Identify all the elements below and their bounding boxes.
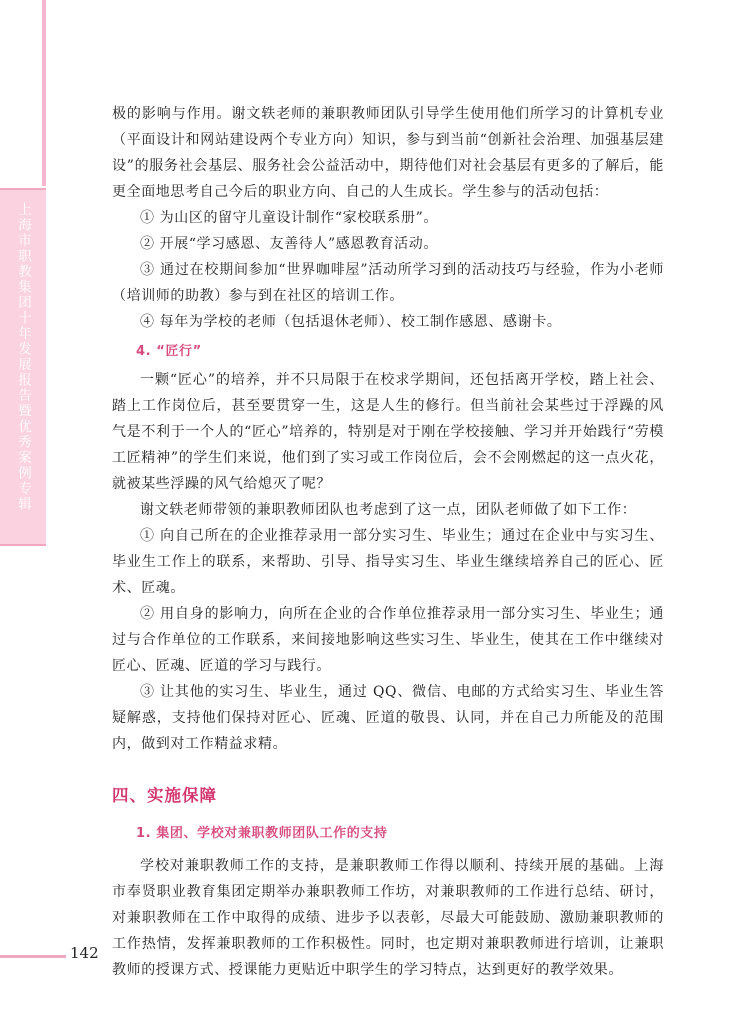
section-heading: 四、实施保障 [112,786,217,805]
side-tab-title: 上海市职教集团十年发展报告暨优秀案例专辑 [15,202,31,512]
list-item: ③ 让其他的实习生、毕业生，通过 QQ、微信、电邮的方式给实习生、毕业生答疑解惑，支持他们保持对匠心、匠魂、匠道的敬畏、认同，并在自己力所能及的范围内，做到对工作精益求精。 [112,684,664,752]
paragraph: 学校对兼职教师工作的支持，是兼职教师工作得以顺利、持续开展的基础。上海市奉贤职业教育集团定期举办兼职教师工作坊，对兼职教师的工作进行总结、研讨，对兼职教师在工作中取得的成绩、进步予以表彰，尽最大可能鼓励、激励兼职教师的工作热情，发挥兼职教师的工作积极性。同时，也定期对兼职教师进行培训，让兼职教师的授课方式、授课能力更贴近中职学生的学习特点，达到更好的教学效果。 [112,858,664,978]
page-number-rule [0,955,66,958]
paragraph: 极的影响与作用。谢文轶老师的兼职教师团队引导学生使用他们所学习的计算机专业（平面设计和网站建设两个专业方向）知识，参与到当前“创新社会治理、加强基层建设”的服务社会基层、服务社会公益活动中，期待他们对社会基层有更多的了解后，能更全面地思考自己今后的职业方向、自己的人生成长。学生参与的活动包括： [112,106,664,200]
page-body [112,101,664,983]
list-item: ② 开展“学习感恩、友善待人”感恩教育活动。 [140,236,438,252]
subsection-heading: 4. “匠行” [136,344,202,359]
list-item: ① 向自己所在的企业推荐录用一部分实习生、毕业生；通过在企业中与实习生、毕业生工作上的联系，来帮助、引导、指导实习生、毕业生继续培养自己的匠心、匠术、匠魂。 [112,528,664,596]
top-margin-bar [42,0,46,186]
side-tab [0,188,46,546]
paragraph: 谢文轶老师带领的兼职教师团队也考虑到了这一点，团队老师做了如下工作： [140,502,637,518]
section-subheading: 1. 集团、学校对兼职教师团队工作的支持 [136,826,388,841]
list-item: ④ 每年为学校的老师（包括退休老师）、校工制作感恩、感谢卡。 [140,314,562,330]
list-item: ③ 通过在校期间参加“世界咖啡屋”活动所学习到的活动技巧与经验，作为小老师（培训师的助教）参与到在社区的培训工作。 [112,262,664,304]
list-item: ① 为山区的留守儿童设计制作“家校联系册”。 [140,210,438,226]
page-number: 142 [70,944,99,962]
paragraph: 一颗“匠心”的培养，并不只局限于在校求学期间，还包括离开学校，踏上社会、踏上工作岗位后，甚至要贯穿一生，这是人生的修行。但当前社会某些过于浮躁的风气是不利于一个人的“匠心”培养的，特别是对于刚在学校接触、学习并开始践行“劳模工匠精神”的学生们来说，他们到了实习或工作岗位后，会不会刚燃起的这一点火花，就被某些浮躁的风气给熄灭了呢？ [112,372,664,492]
list-item: ② 用自身的影响力，向所在企业的合作单位推荐录用一部分实习生、毕业生；通过与合作单位的工作联系，来间接地影响这些实习生、毕业生，使其在工作中继续对匠心、匠魂、匠道的学习与践行。 [112,606,664,674]
